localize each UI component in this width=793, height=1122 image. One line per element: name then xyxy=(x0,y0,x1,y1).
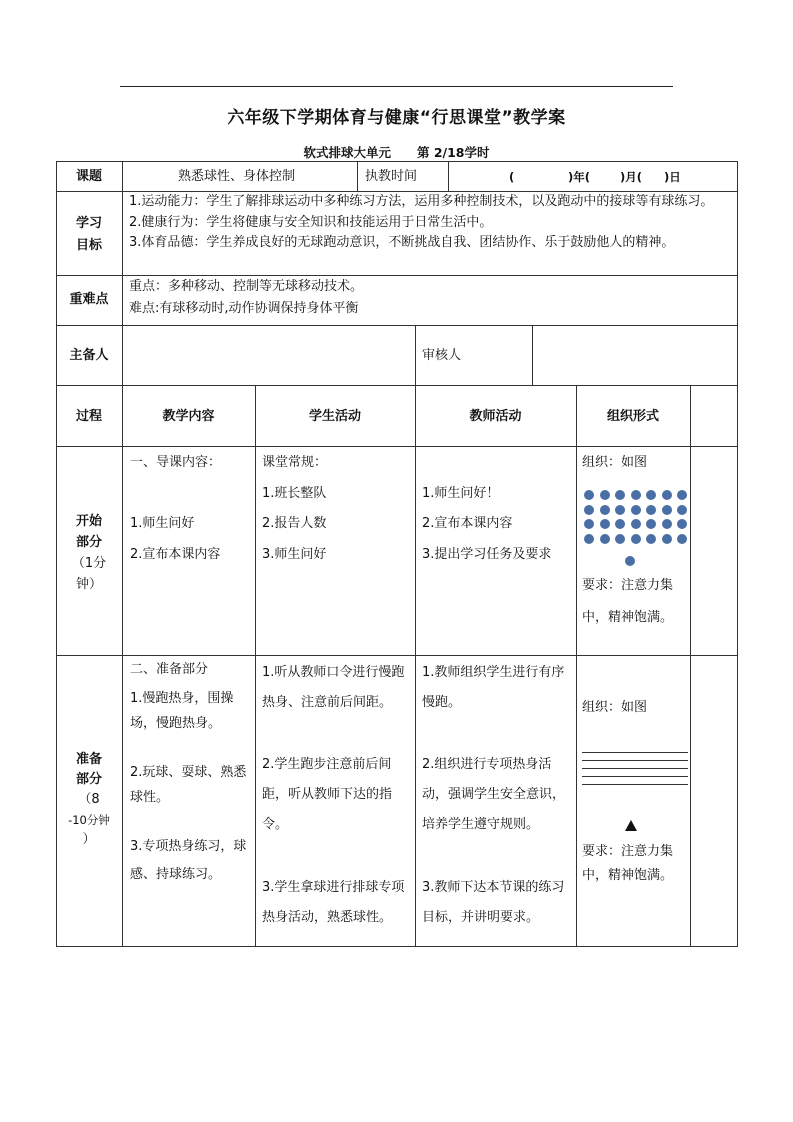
warmup-org-title: 组织：如图 xyxy=(582,700,648,715)
key-points-content xyxy=(129,276,363,320)
teacher-position-triangle-icon xyxy=(625,820,637,831)
start-teacher-item3: 3.提出学习任务及要求 xyxy=(422,547,552,562)
start-content-item2: 2.宣布本课内容 xyxy=(130,547,221,562)
start-org-req-line1: 要求：注意力集 xyxy=(582,578,674,593)
goal-motor-ability: 1.运动能力：学生了解排球运动中多种练习方法，运用多种控制技术，以及跑动中的接球等有球练习。 xyxy=(129,194,714,209)
warmup-student-item1: 1.听从教师口令进行慢跑热身、注意前后间距。 xyxy=(262,665,405,710)
goal-health-behavior: 2.健康行为：学生将健康与安全知识和技能运用于日常生活中。 xyxy=(129,214,493,230)
student-dot xyxy=(584,519,594,529)
warmup-content-item3: 3.专项热身练习，球感、持球练习。 xyxy=(130,839,247,882)
main-preparer-label: 主备人 xyxy=(69,348,109,363)
student-dot xyxy=(584,534,594,544)
student-dot xyxy=(615,505,625,515)
header-process: 过程 xyxy=(75,409,102,424)
document-subtitle xyxy=(0,143,793,161)
start-label-line3: （1分 xyxy=(71,556,107,571)
student-dot xyxy=(677,490,687,500)
warmup-label-line5: ） xyxy=(82,832,96,847)
topic-label: 课题 xyxy=(75,169,102,184)
start-content-item1: 1.师生问好 xyxy=(130,516,195,531)
goals-content xyxy=(129,192,733,254)
student-dot xyxy=(662,490,672,500)
student-dot xyxy=(631,534,641,544)
student-dot xyxy=(646,534,656,544)
student-dot xyxy=(646,505,656,515)
date-open: ( xyxy=(509,170,515,184)
reviewer-label: 审核人 xyxy=(422,348,462,363)
topic-value: 熟悉球性、身体控制 xyxy=(178,169,296,184)
student-dot xyxy=(662,519,672,529)
start-student-intro: 课堂常规： xyxy=(262,455,328,470)
student-dot xyxy=(615,534,625,544)
start-org-title: 组织：如图 xyxy=(582,455,648,470)
start-label-line4: 钟） xyxy=(75,577,102,592)
goals-label-line2: 目标 xyxy=(75,238,102,253)
start-label-line2: 部分 xyxy=(75,535,102,550)
student-dot xyxy=(646,519,656,529)
key-points-label: 重难点 xyxy=(69,292,109,307)
student-dot xyxy=(631,519,641,529)
date-day: )日 xyxy=(664,170,681,184)
student-dot xyxy=(615,490,625,500)
date-year: )年( xyxy=(568,170,591,184)
header-organization: 组织形式 xyxy=(606,409,659,424)
warmup-label-line4: -10分钟 xyxy=(68,813,110,827)
header-content: 教学内容 xyxy=(162,409,215,424)
goals-label-line1: 学习 xyxy=(75,216,102,231)
student-dot xyxy=(600,519,610,529)
lesson-number: 第 2/18学时 xyxy=(417,145,490,160)
warmup-content-item1: 1.慢跑热身，围操场，慢跑热身。 xyxy=(130,691,234,731)
unit-name: 软式排球大单元 xyxy=(303,145,391,160)
document-title: 六年级下学期体育与健康“行思课堂”教学案 xyxy=(227,108,566,128)
student-dot xyxy=(631,505,641,515)
warmup-student-item2: 2.学生跑步注意前后间距，听从教师下达的指令。 xyxy=(262,757,393,832)
student-dot xyxy=(615,519,625,529)
start-section-label xyxy=(56,511,122,595)
student-dot xyxy=(631,490,641,500)
warmup-label-line2: 部分 xyxy=(75,772,102,787)
student-dot xyxy=(584,490,594,500)
start-content-intro: 一、导课内容： xyxy=(130,455,222,470)
start-teacher-item2: 2.宣布本课内容 xyxy=(422,516,513,531)
warmup-org-req-line1: 要求：注意力集 xyxy=(582,844,674,859)
warmup-section-label xyxy=(56,750,122,850)
warmup-teacher-item1: 1.教师组织学生进行有序慢跑。 xyxy=(422,665,565,710)
warmup-label-line3: （8 xyxy=(78,792,100,807)
student-dot xyxy=(584,505,594,515)
warmup-content-item2: 2.玩球、耍球、熟悉球性。 xyxy=(130,765,247,805)
student-dot xyxy=(677,505,687,515)
student-dot xyxy=(600,505,610,515)
warmup-org-req-line2: 中，精神饱满。 xyxy=(582,868,674,883)
start-student-item2: 2.报告人数 xyxy=(262,516,327,531)
student-dot xyxy=(662,505,672,515)
start-student-item3: 3.师生问好 xyxy=(262,547,327,562)
student-dot xyxy=(600,490,610,500)
header-student: 学生活动 xyxy=(308,409,361,424)
top-rule xyxy=(120,86,673,87)
student-dot xyxy=(662,534,672,544)
student-dot xyxy=(646,490,656,500)
student-dot xyxy=(677,519,687,529)
student-dot xyxy=(600,534,610,544)
goal-sport-ethics: 3.体育品德：学生养成良好的无球跑动意识，不断挑战自我、团结协作、乐于鼓励他人的精神。 xyxy=(129,235,675,250)
date-month: )月( xyxy=(620,170,643,184)
warmup-label-line1: 准备 xyxy=(75,752,102,767)
student-formation-diagram xyxy=(584,490,684,570)
key-focus: 重点：多种移动、控制等无球移动技术。 xyxy=(129,279,364,294)
student-dot xyxy=(677,534,687,544)
goals-label xyxy=(56,213,122,257)
start-student-item1: 1.班长整队 xyxy=(262,486,327,501)
warmup-teacher-item3: 3.教师下达本节课的练习目标，并讲明要求。 xyxy=(422,880,565,925)
teacher-dot xyxy=(625,556,635,566)
warmup-teacher-item2: 2.组织进行专项热身活动，强调学生安全意识，培养学生遵守规则。 xyxy=(422,757,566,832)
start-teacher-item1: 1.师生问好！ xyxy=(422,486,500,501)
time-label: 执教时间 xyxy=(365,169,418,184)
warmup-content-intro: 二、准备部分 xyxy=(130,662,209,677)
key-difficulty: 难点:有球移动时,动作协调保持身体平衡 xyxy=(129,301,359,316)
header-teacher: 教师活动 xyxy=(469,409,522,424)
warmup-student-item3: 3.学生拿球进行排球专项热身活动，熟悉球性。 xyxy=(262,880,405,925)
start-org-req-line2: 中，精神饱满。 xyxy=(582,610,674,625)
start-label-line1: 开始 xyxy=(75,514,102,529)
